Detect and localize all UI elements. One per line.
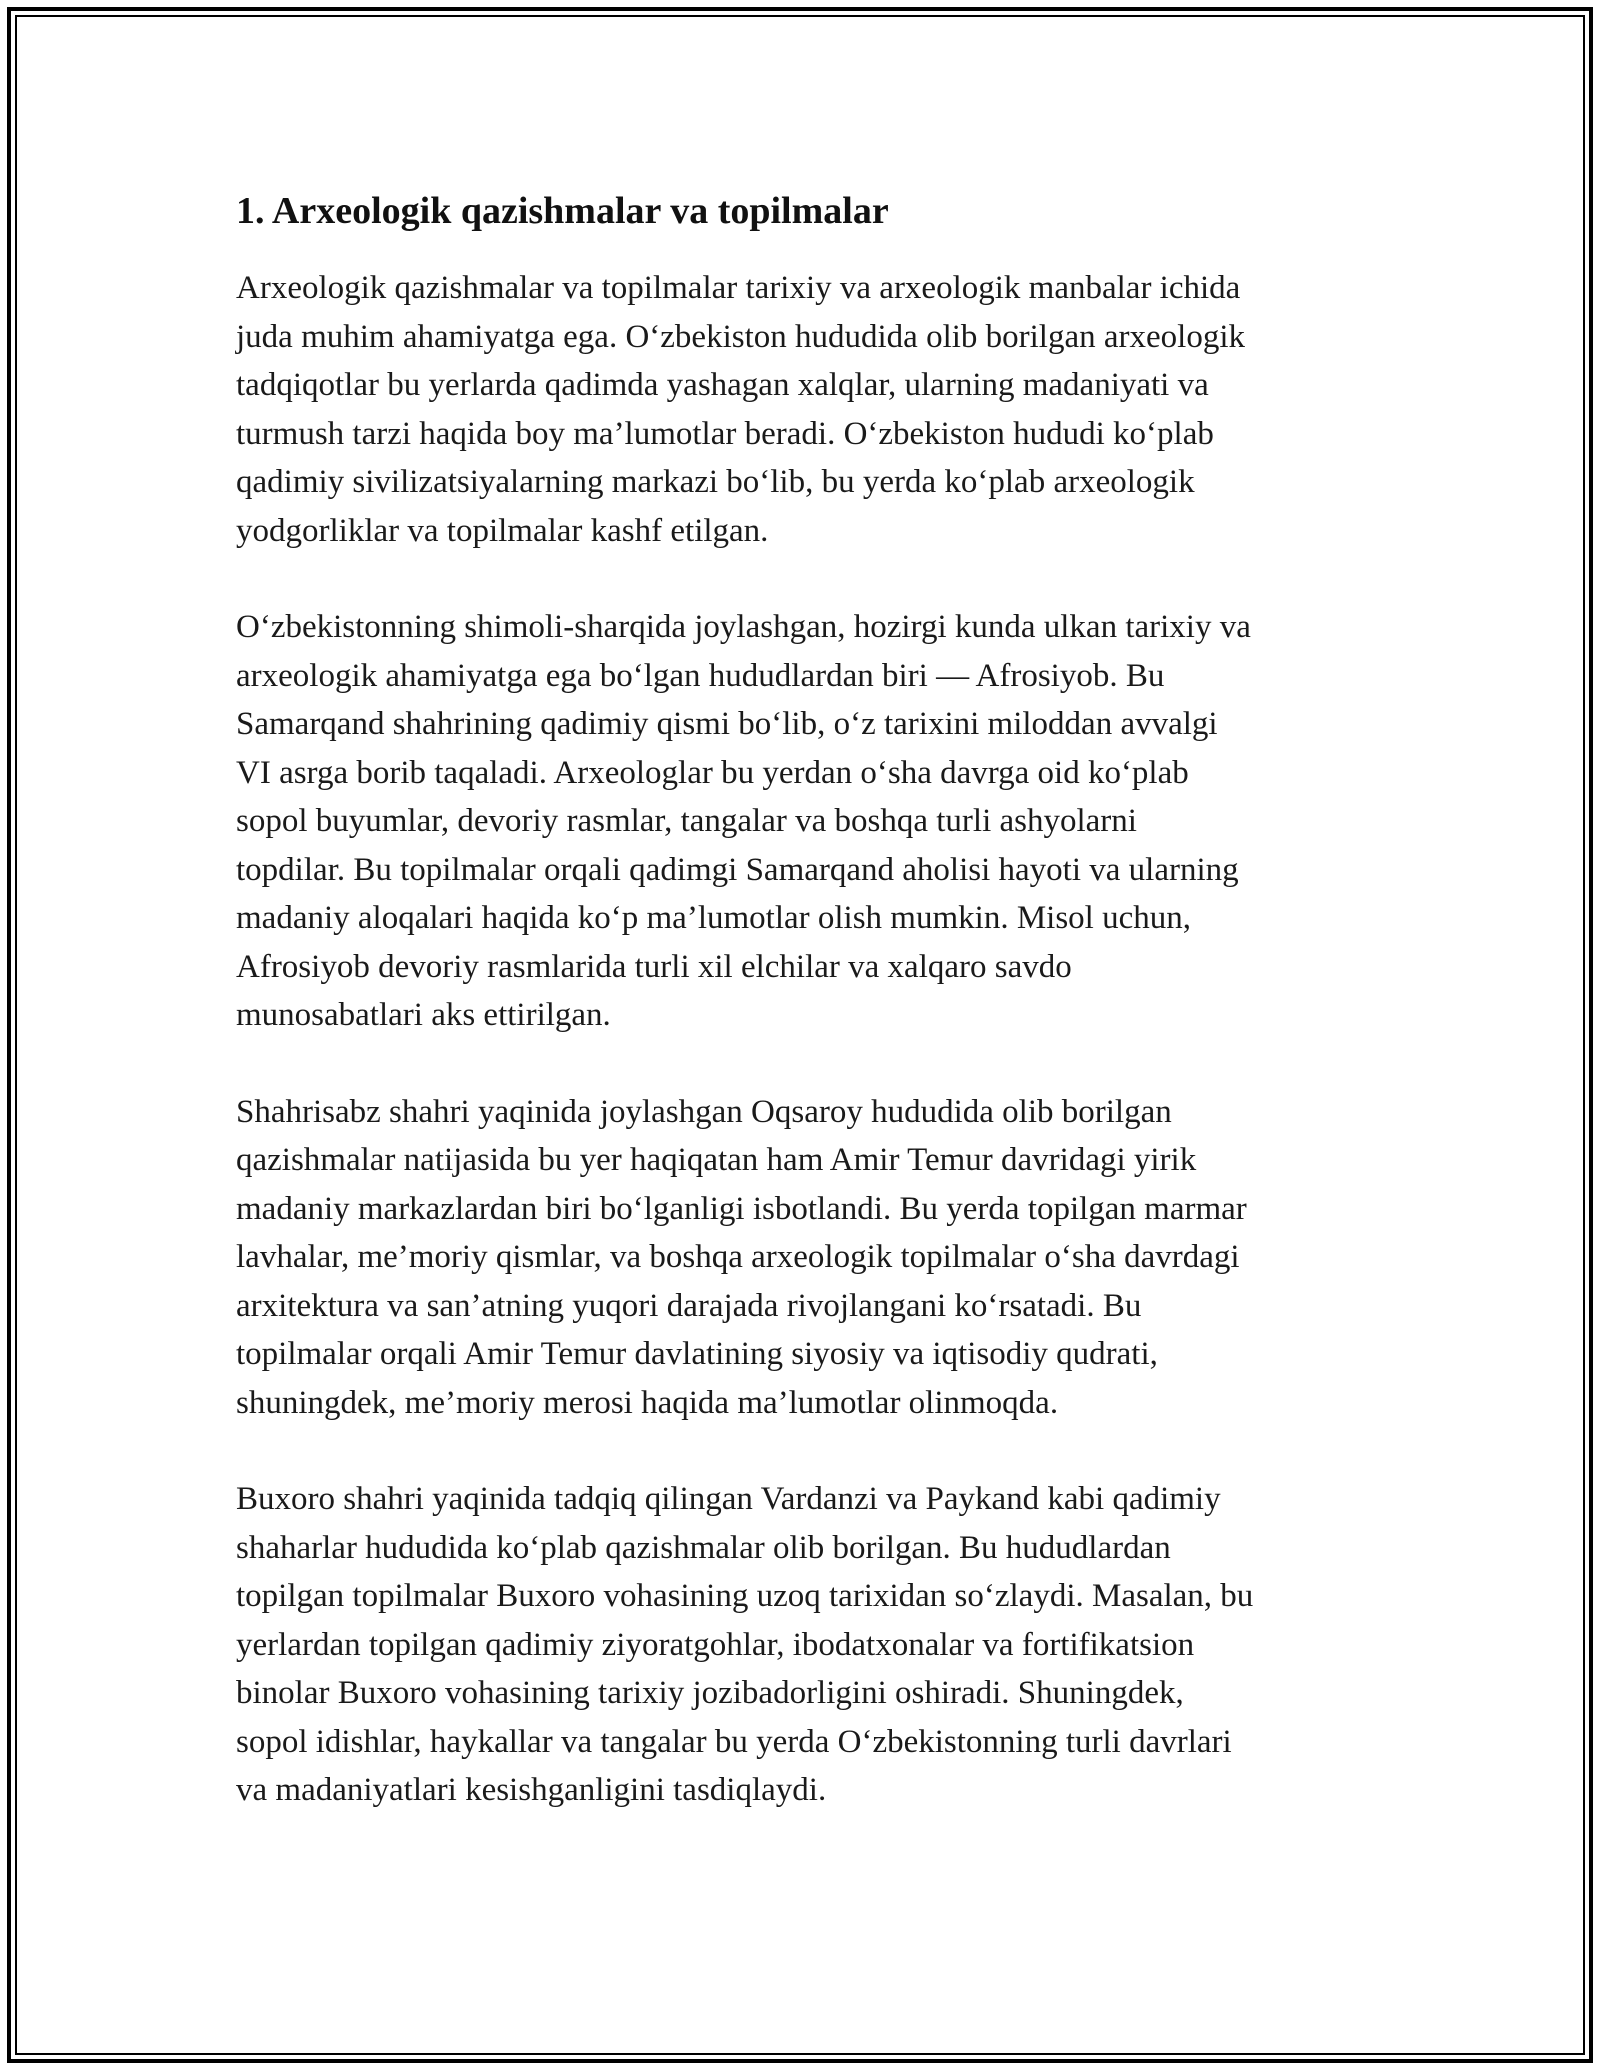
paragraph-buxoro: Buxoro shahri yaqinida tadqiq qilingan Vardanzi va Paykand kabi qadimiy shaharlar hududida ko‘plab qazishmalar olib borilgan. Bu hududlardan topilgan topilmalar Buxoro vohasining uzoq tarixidan so‘zlaydi. Masalan, bu yerlardan topilgan qadimiy ziyoratgohlar, ibodatxonalar va fortifikatsion binolar Buxoro vohasining tarixiy jozibadorligini oshiradi. Shuningdek, sopol idishlar, haykallar va tangalar bu yerda O‘zbekistonning turli davrlari va madaniyatlari kesishganligini tasdiqlaydi. xyxy=(236,1481,1254,1808)
paragraph-intro: Arxeologik qazishmalar va topilmalar tarixiy va arxeologik manbalar ichida juda muhim ahamiyatga ega. O‘zbekiston hududida olib borilgan arxeologik tadqiqotlar bu yerlarda qadimda yashagan xalqlar, ularning madaniyati va turmush tarzi haqida boy ma’lumotlar beradi. O‘zbekiston hududi ko‘plab qadimiy sivilizatsiyalarning markazi bo‘lib, bu yerda ko‘plab arxeologik yodgorliklar va topilmalar kashf etilgan. xyxy=(236,270,1245,549)
section-heading: 1. Arxeologik qazishmalar va topilmalar xyxy=(236,190,889,232)
paragraph-oqsaroy: Shahrisabz shahri yaqinida joylashgan Oqsaroy hududida olib borilgan qazishmalar natijasida bu yer haqiqatan ham Amir Temur davridagi yirik madaniy markazlardan biri bo‘lganligi isbotlandi. Bu yerda topilgan marmar lavhalar, me’moriy qismlar, va boshqa arxeologik topilmalar o‘sha davrdagi arxitektura va san’atning yuqori darajada rivojlangani ko‘rsatadi. Bu topilmalar orqali Amir Temur davlatining siyosiy va iqtisodiy qudrati, shuningdek, me’moriy merosi haqida ma’lumotlar olinmoqda. xyxy=(236,1093,1247,1421)
document-body xyxy=(236,186,1376,1863)
paragraph-afrosiyob: O‘zbekistonning shimoli-sharqida joylashgan, hozirgi kunda ulkan tarixiy va arxeologik ahamiyatga ega bo‘lgan hududlardan biri — Afrosiyob. Bu Samarqand shahrining qadimiy qismi bo‘lib, o‘z tarixini miloddan avvalgi VI asrga borib taqaladi. Arxeologlar bu yerdan o‘sha davrga oid ko‘plab sopol buyumlar, devoriy rasmlar, tangalar va boshqa turli ashyolarni topdilar. Bu topilmalar orqali qadimgi Samarqand aholisi hayoti va ularning madaniy aloqalari haqida ko‘p ma’lumotlar olish mumkin. Misol uchun, Afrosiyob devoriy rasmlarida turli xil elchilar va xalqaro savdo munosabatlari aks ettirilgan. xyxy=(236,609,1251,1033)
